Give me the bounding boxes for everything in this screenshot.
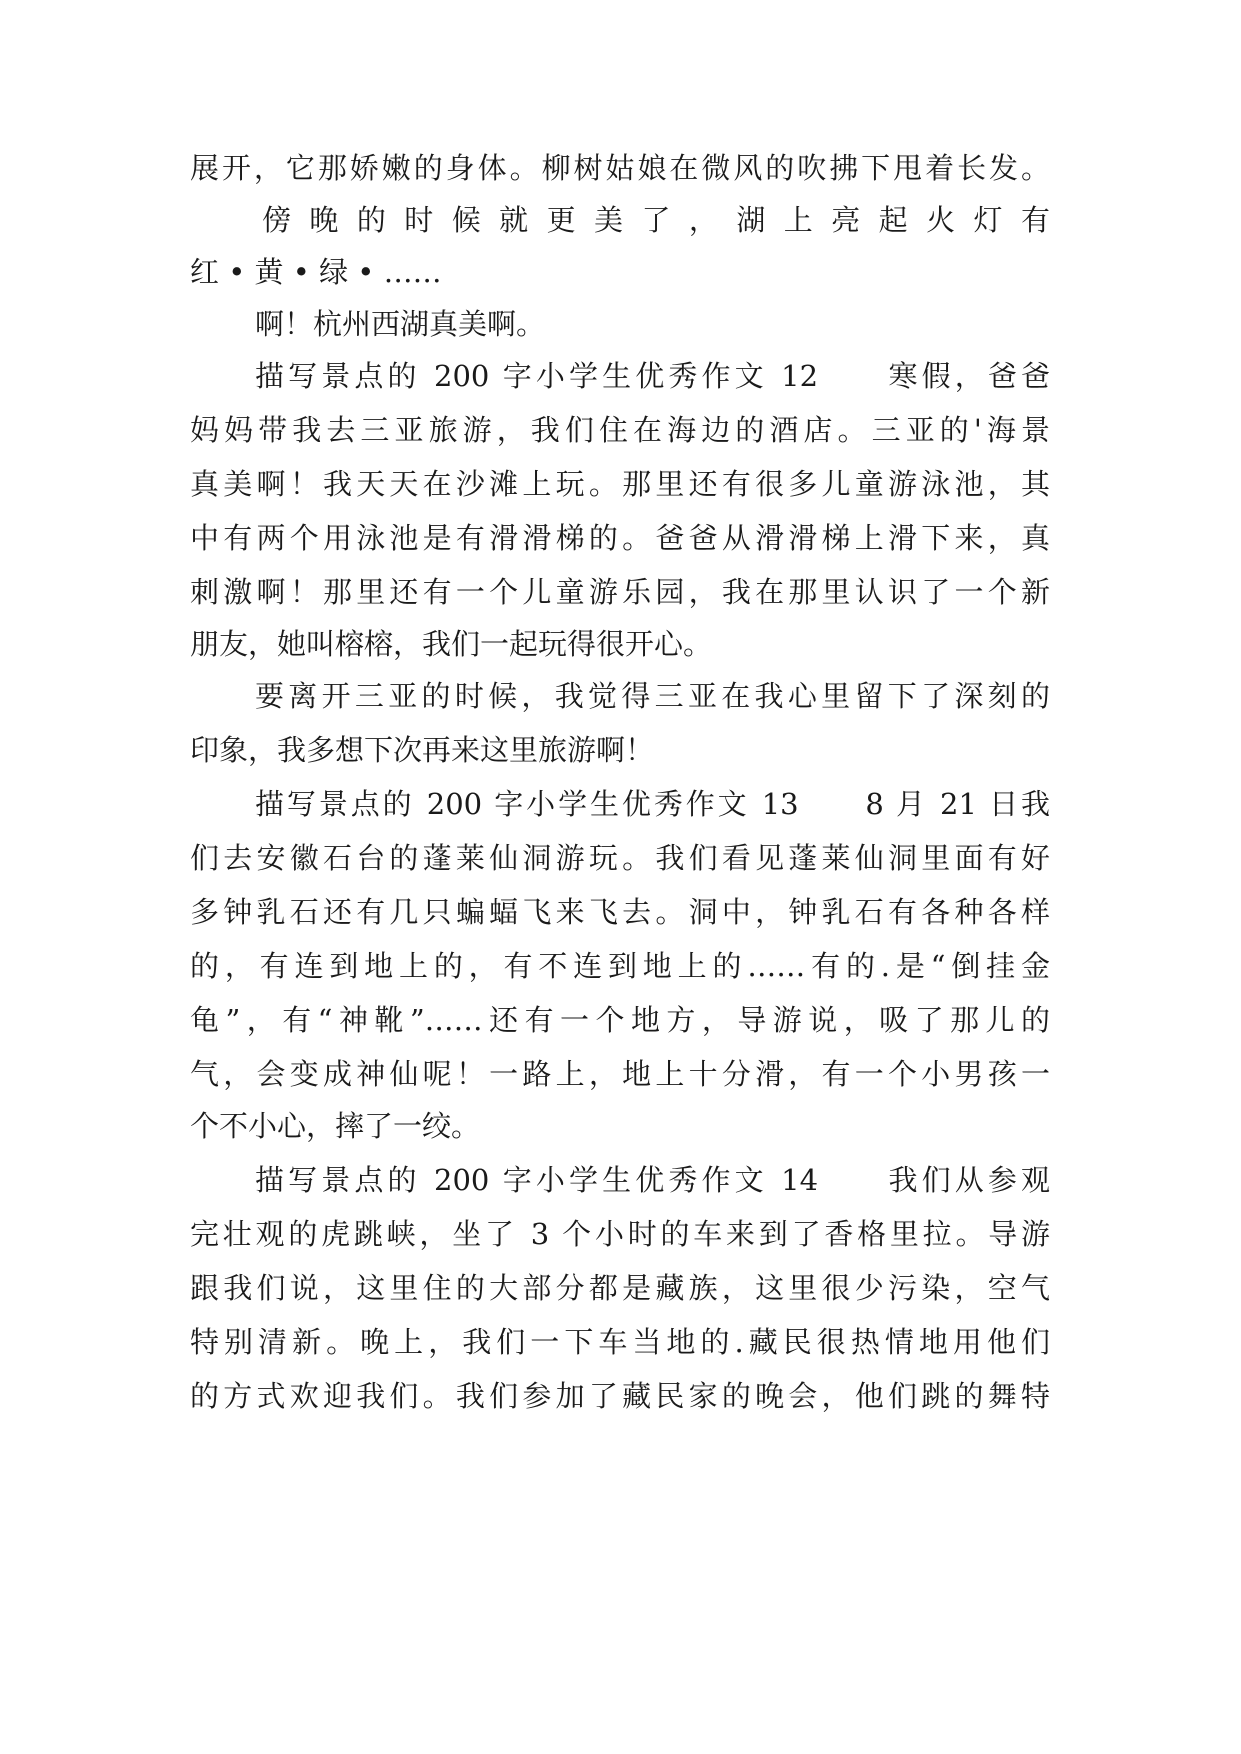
text-line: 印象，我多想下次再来这里旅游啊！ [190,733,655,767]
text-line: 红 • 黄 • 绿 • …… [190,255,442,289]
text-line: 朋友，她叫榕榕，我们一起玩得很开心。 [190,627,713,661]
text-line: 描写景点的 200 字小学生优秀作文 14 我们从参观 [255,1163,1050,1197]
text-line: 妈妈带我去三亚旅游，我们住在海边的酒店。三亚的'海景 [190,413,1050,447]
text-line: 傍 晚 的 时 候 就 更 美 了 ， 湖 上 亮 起 火 灯 有 [262,203,1050,237]
text-line: 要离开三亚的时候，我觉得三亚在我心里留下了深刻的 [255,679,1050,713]
text-line: 个不小心，摔了一绞。 [190,1109,481,1143]
text-line: 们去安徽石台的蓬莱仙洞游玩。我们看见蓬莱仙洞里面有好 [190,841,1050,875]
text-line: 特别清新。晚上，我们一下车当地的.藏民很热情地用他们 [190,1325,1050,1359]
text-line: 描写景点的 200 字小学生优秀作文 12 寒假，爸爸 [255,359,1050,393]
text-line: 的方式欢迎我们。我们参加了藏民家的晚会，他们跳的舞特 [190,1379,1050,1413]
text-line: 完壮观的虎跳峡，坐了 3 个小时的车来到了香格里拉。导游 [190,1217,1050,1251]
text-line: 刺激啊！那里还有一个儿童游乐园，我在那里认识了一个新 [190,575,1050,609]
text-line: 中有两个用泳池是有滑滑梯的。爸爸从滑滑梯上滑下来，真 [190,521,1050,555]
text-line: 气，会变成神仙呢！一路上，地上十分滑，有一个小男孩一 [190,1057,1050,1091]
text-line: 真美啊！我天天在沙滩上玩。那里还有很多儿童游泳池，其 [190,467,1050,501]
text-line: 描写景点的 200 字小学生优秀作文 13 8 月 21 日我 [255,787,1050,821]
text-line: 多钟乳石还有几只蝙蝠飞来飞去。洞中，钟乳石有各种各样 [190,895,1050,929]
text-line: 的，有连到地上的，有不连到地上的……有的.是“倒挂金 [190,949,1050,983]
text-line: 啊！杭州西湖真美啊。 [255,307,546,341]
text-line: 跟我们说，这里住的大部分都是藏族，这里很少污染，空气 [190,1271,1050,1305]
text-line: 展开，它那娇嫩的身体。柳树姑娘在微风的吹拂下甩着长发。 [190,151,1050,185]
text-line: 龟”，有“神靴”……还有一个地方，导游说，吸了那儿的 [190,1003,1050,1037]
